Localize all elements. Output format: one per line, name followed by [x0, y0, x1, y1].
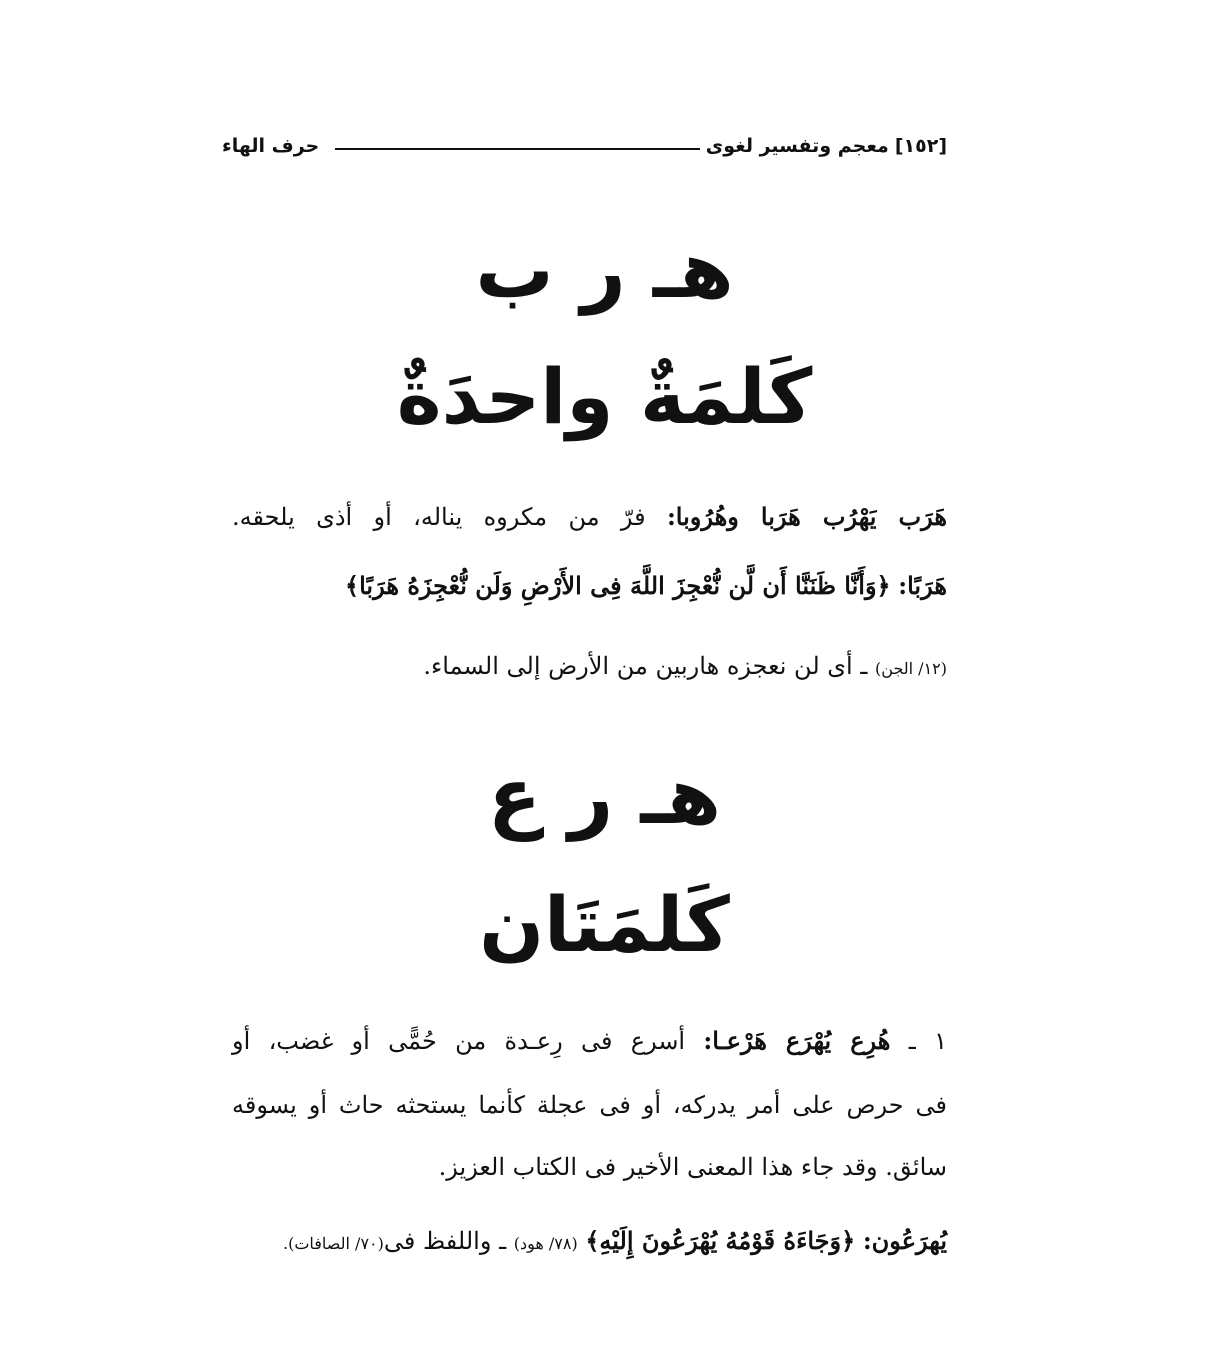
verse-reference: (٧٨/ هود) — [513, 1234, 578, 1253]
word-count-heading-1: كَلمَةٌ واحدَةٌ — [396, 352, 813, 441]
headword: يُهرَعُون: — [862, 1226, 947, 1255]
headword: هَرَب يَهْرُب هَرَبا وهُرُوبا: — [666, 502, 947, 531]
definition-text: فى حرص على أمر يدركه، أو فى عجلة كأنما يستحثه حاث أو يسوقه — [232, 1091, 947, 1119]
entry-hrb-line-1 — [232, 500, 947, 534]
definition-text: ـ أى لن نعجزه هاربين من الأرض إلى السماء. — [423, 652, 868, 680]
root-heading-hra: هـ ر ع — [487, 752, 722, 842]
entry-hrb-line-2 — [232, 569, 947, 603]
definition-text: فرّ من مكروه يناله، أو أذى يلحقه. — [232, 503, 646, 531]
definition-text: ـ واللفظ فى — [383, 1227, 507, 1255]
definition-text: سائق. وقد جاء هذا المعنى الأخير فى الكتاب العزيز. — [438, 1153, 947, 1181]
chapter-title: حرف الهاء — [222, 135, 320, 157]
book-title: معجم وتفسير لغوى — [705, 135, 889, 157]
root-heading-hrb: هـ ر ب — [475, 226, 734, 316]
entry-number: ١ ـ — [908, 1027, 947, 1055]
definition-text: أسرع فى رِعـدة من حُمًّى أو غضب، أو — [232, 1027, 686, 1055]
entry-hra-line-3 — [232, 1150, 947, 1184]
headword: هُرِع يُهْرَع هَرْعـا: — [703, 1026, 891, 1055]
verse-reference: (١٢/ الجن) — [875, 659, 947, 678]
running-header — [222, 126, 947, 166]
entry-hra-line-1 — [232, 1024, 947, 1058]
entry-hra-line-4 — [232, 1224, 947, 1261]
word-count-heading-2: كَلمَتَان — [479, 880, 730, 969]
header-rule — [335, 148, 700, 150]
entry-hrb-line-3 — [232, 649, 947, 686]
quran-quote: ﴿وَجَاءَهُ قَوْمُهُ يُهْرَعُونَ إِلَيْهِ﴾ — [585, 1226, 856, 1255]
headword: هَرَبًا: — [898, 571, 947, 600]
entry-hra-line-2 — [232, 1088, 947, 1122]
quran-quote: ﴿وَأَنَّا ظَنَنَّا أَن لَّن نُّعْجِزَ اللَّهَ فِى الأَرْضِ وَلَن نُّعْجِزَهُ هَرَبًا﴾ — [345, 571, 891, 600]
verse-reference: (٧٠/ الصافات). — [282, 1234, 384, 1253]
page-number: [١٥٢] — [894, 135, 947, 157]
